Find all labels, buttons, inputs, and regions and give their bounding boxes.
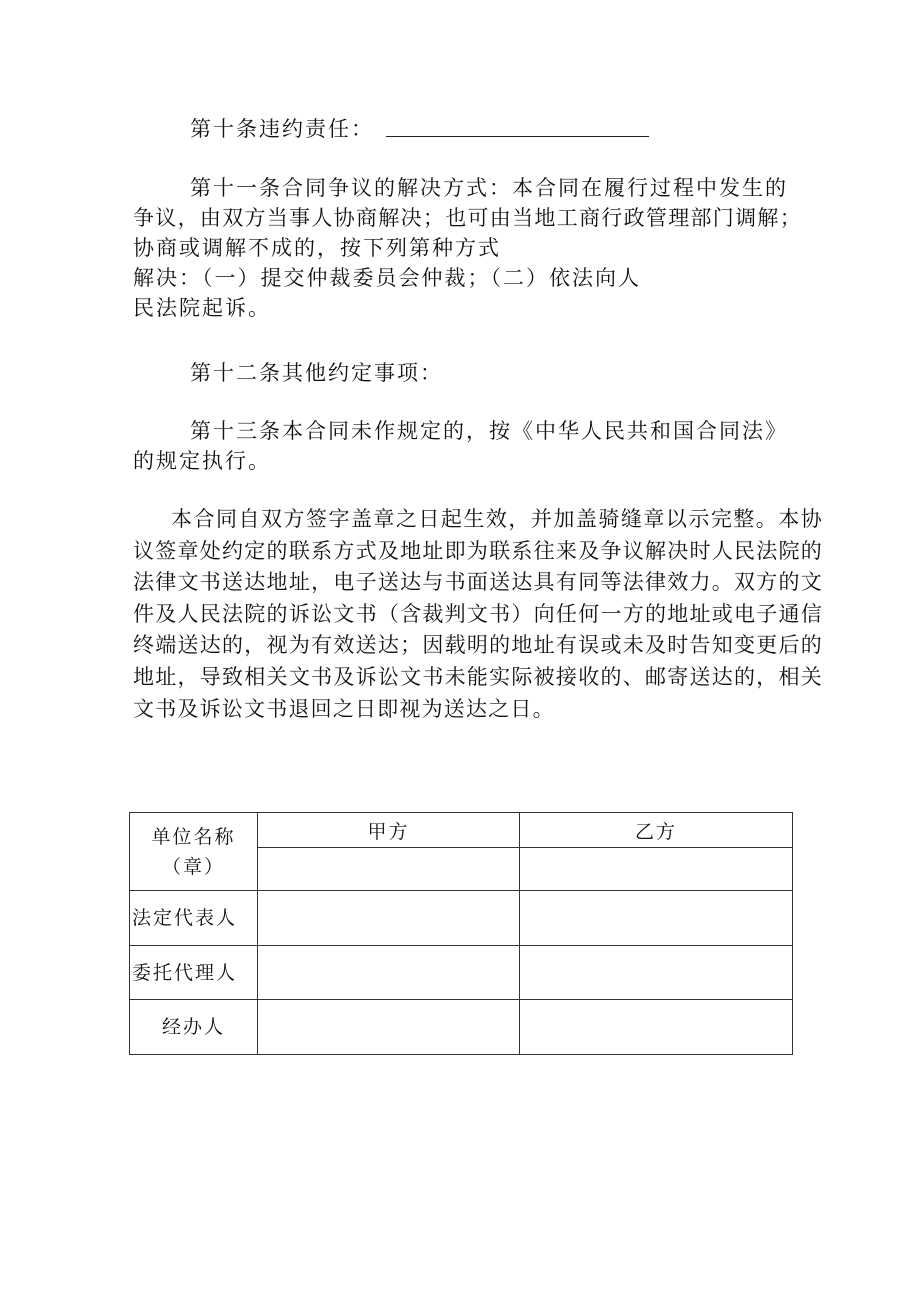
- effectiveness-paragraph: 本合同自双方签字盖章之日起生效，并加盖骑缝章以示完整。本协议签章处约定的联系方式及地址即为联系往来及争议解决时人民法院的法律文书送达地址，电子送达与书面送达具有同等法律效力。双方的文件及人民法院的诉讼文书（含裁判文书）向任何一方的地址或电子通信终端送达的，视为有效送达；因载明的地址有误或未及时告知变更后的地址，导致相关文书及诉讼文书未能实际被接收的、邮寄送达的，相关文书及诉讼文书退回之日即视为送达之日。: [133, 507, 823, 721]
- article-11-line-2: 争议，由双方当事人协商解决；也可由当地工商行政管理部门调解；: [133, 206, 802, 230]
- legal-rep-label: 法定代表人: [130, 891, 258, 946]
- agent-label: 委托代理人: [130, 946, 258, 1000]
- seal-label: （章）: [161, 855, 225, 878]
- party-b-agent-cell[interactable]: [520, 946, 793, 1000]
- party-a-legal-rep-cell[interactable]: [258, 891, 520, 946]
- party-a-seal-cell[interactable]: [258, 848, 520, 891]
- article-11-line-3: 协商或调解不成的，按下列第种方式: [133, 236, 501, 260]
- party-b-handler-cell[interactable]: [520, 1000, 793, 1055]
- article-10-label: 第十条违约责任：: [190, 117, 374, 141]
- handler-label: 经办人: [130, 1000, 258, 1055]
- article-13-line-1: 第十三条本合同未作规定的，按《中华人民共和国合同法》: [190, 419, 788, 443]
- article-12: 第十二条其他约定事项：: [190, 361, 443, 385]
- party-a-handler-cell[interactable]: [258, 1000, 520, 1055]
- article-11-line-5: 民法院起诉。: [133, 296, 271, 320]
- party-a-header: 甲方: [258, 813, 520, 848]
- party-a-agent-cell[interactable]: [258, 946, 520, 1000]
- unit-name-label: 单位名称: [151, 825, 236, 848]
- unit-name-cell: [130, 813, 258, 891]
- article-10-blank-line[interactable]: [386, 136, 649, 137]
- party-b-seal-cell[interactable]: [520, 848, 793, 891]
- article-13-line-2: 的规定执行。: [133, 449, 271, 473]
- article-11-line-4: 解决：（一）提交仲裁委员会仲裁；（二）依法向人: [133, 266, 641, 290]
- article-11-line-1: 第十一条合同争议的解决方式：本合同在履行过程中发生的: [190, 176, 788, 200]
- party-b-legal-rep-cell[interactable]: [520, 891, 793, 946]
- signature-table: [129, 812, 793, 1055]
- party-b-header: 乙方: [520, 813, 793, 848]
